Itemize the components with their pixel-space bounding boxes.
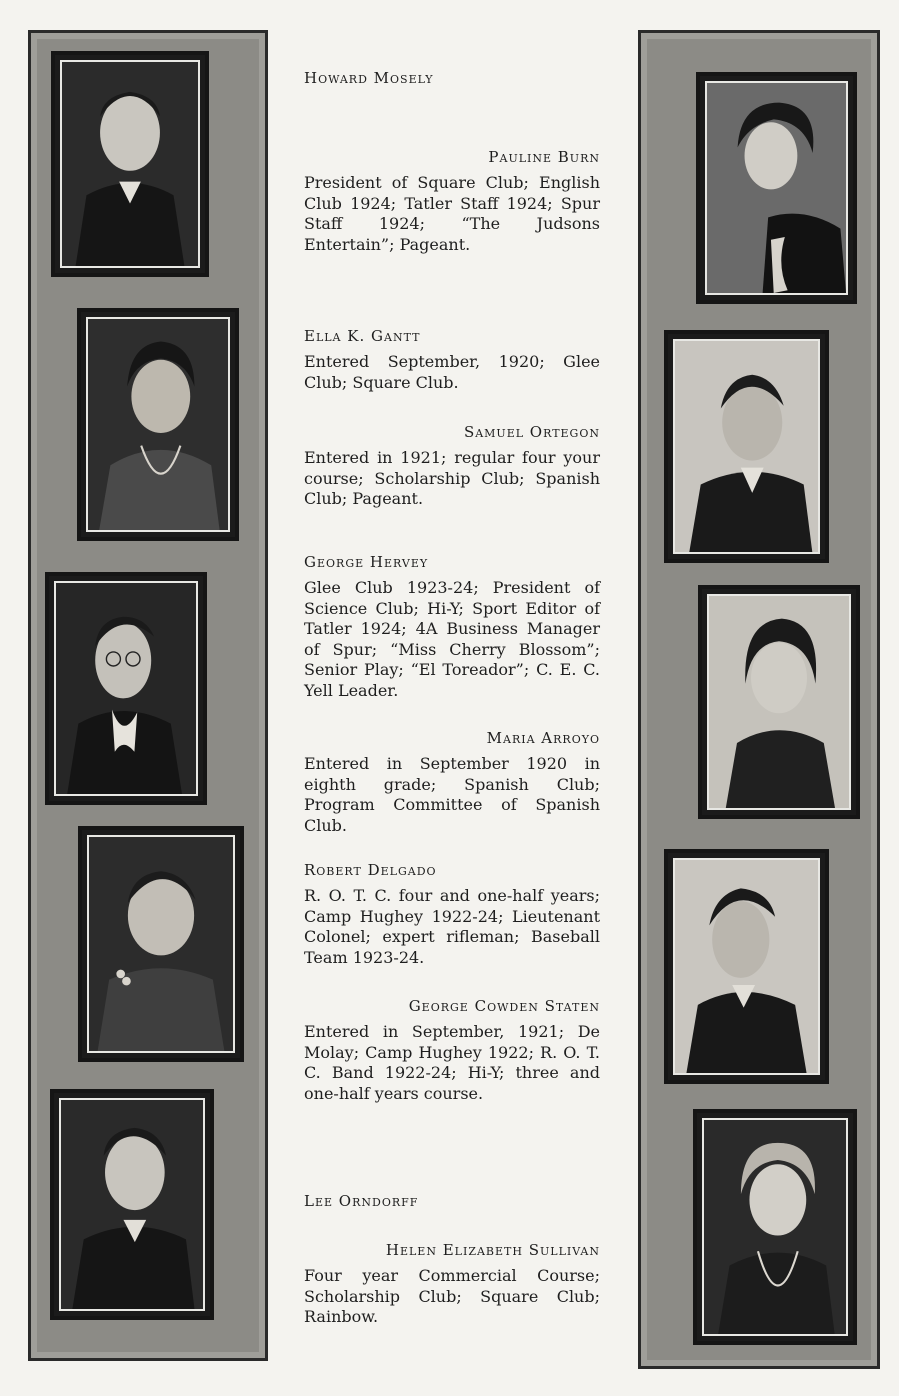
student-activities: Four year Commercial Course; Scholarship Club; Square Club; Rainbow. [304, 1266, 600, 1326]
portrait-howard-mosely [51, 51, 209, 277]
student-activities: Entered in 1921; regular four your course; Scholarship Club; Spanish Club; Pageant. [304, 448, 600, 508]
entry-samuel-ortegon [304, 423, 600, 510]
student-name: Helen Elizabeth Sullivan [385, 1241, 600, 1259]
student-activities: R. O. T. C. four and one-half years; Camp Hughey 1922-24; Lieutenant Colonel; expert rifleman; Baseball Team 1923-24. [304, 886, 600, 967]
entry-maria-arroyo [304, 729, 600, 836]
entry-helen-elizabeth-sullivan [304, 1241, 600, 1328]
portrait-pauline-burn [696, 72, 857, 304]
student-name: George Hervey [304, 553, 429, 571]
student-name: George Cowden Staten [408, 997, 600, 1015]
student-activities: Entered September, 1920; Glee Club; Square Club. [304, 352, 600, 392]
student-name: Maria Arroyo [486, 729, 600, 747]
portrait-samuel-ortegon [664, 330, 829, 563]
entry-ella-k-gantt [304, 327, 600, 393]
student-activities: Entered in September, 1921; De Molay; Camp Hughey 1922; R. O. T. C. Band 1922-24; Hi-Y; three and one-half years course. [304, 1022, 600, 1103]
student-name: Pauline Burn [488, 148, 600, 166]
student-activities: Glee Club 1923-24; President of Science Club; Hi-Y; Sport Editor of Tatler 1924; 4A Business Manager of Spur; “Miss Cherry Blossom”; Senior Play; “El Toreador”; C. E. C. Yell Leader. [304, 578, 600, 700]
student-name: Ella K. Gantt [304, 327, 421, 345]
student-activities: Entered in September 1920 in eighth grade; Spanish Club; Program Committee of Spanish Club. [304, 754, 600, 835]
portrait-robert-delgado [78, 826, 244, 1062]
entry-pauline-burn [304, 148, 600, 255]
student-name: Samuel Ortegon [463, 423, 600, 441]
entry-robert-delgado [304, 861, 600, 968]
portrait-george-hervey [45, 572, 207, 805]
student-activities: President of Square Club; English Club 1924; Tatler Staff 1924; Spur Staff 1924; “The Judsons Entertain”; Pageant. [304, 173, 600, 254]
student-name: Robert Delgado [304, 861, 437, 879]
portrait-ella-k-gantt [77, 308, 239, 541]
student-name: Lee Orndorff [304, 1192, 419, 1210]
portrait-george-cowden-staten [664, 849, 829, 1084]
entry-george-cowden-staten [304, 997, 600, 1104]
portrait-maria-arroyo [698, 585, 860, 819]
student-name: Howard Mosely [304, 69, 434, 87]
portrait-helen-elizabeth-sullivan [693, 1109, 857, 1345]
entry-george-hervey [304, 553, 600, 701]
entry-lee-orndorff [304, 1192, 600, 1217]
portrait-lee-orndorff [50, 1089, 214, 1320]
entry-howard-mosely [304, 69, 600, 94]
